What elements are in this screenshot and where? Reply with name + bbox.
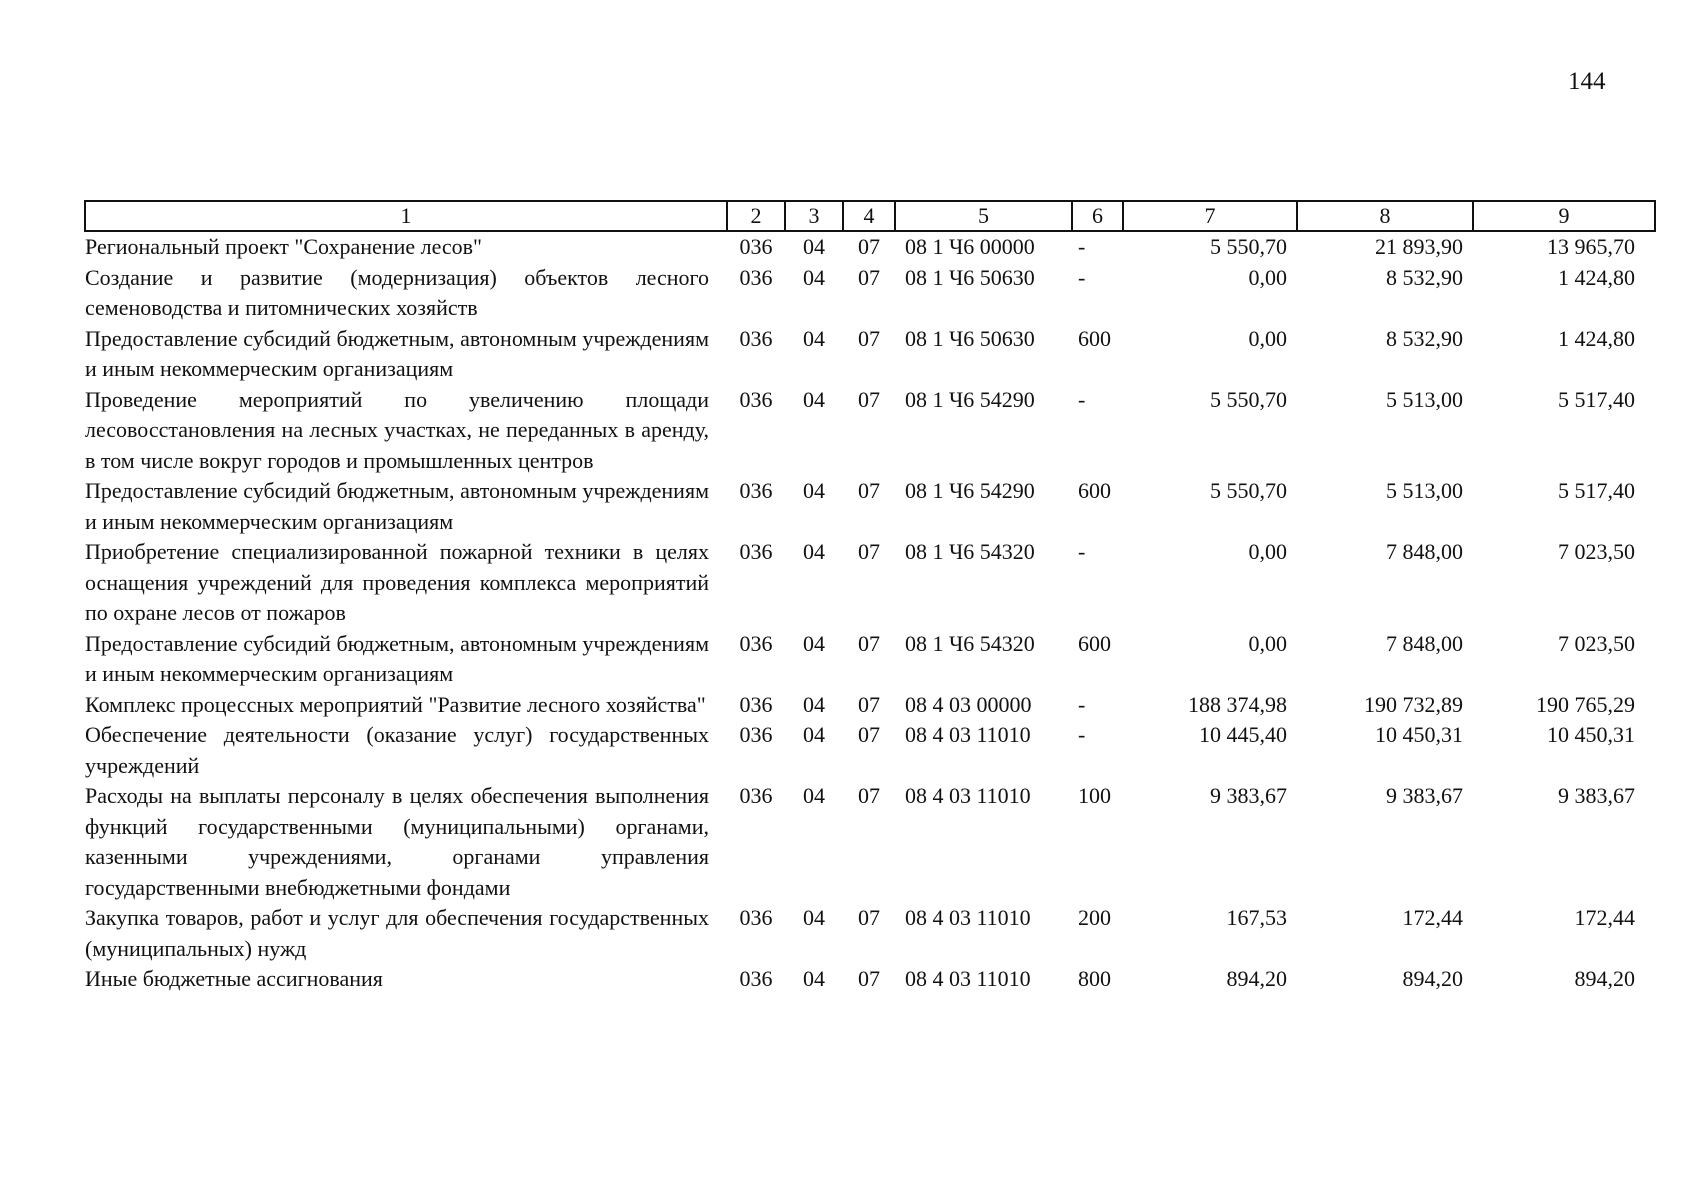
row-admin-code-cell: 036: [739, 478, 773, 503]
column-header-5: 5: [895, 201, 1072, 231]
row-name-cell: Проведение мероприятий по увеличению площади лесовосстановления на лесных участках, не переданных в аренду, в том числе вокруг городов и промышленных центров: [85, 386, 709, 473]
row-section-code-cell: 04: [803, 722, 825, 747]
row-value-col7-cell: 0,00: [1248, 630, 1287, 656]
row-admin-code-cell: 036: [739, 783, 773, 808]
column-header-1: 1: [85, 201, 727, 231]
row-value-col9-cell: 172,44: [1574, 905, 1635, 930]
row-value-col9-cell: 7 023,50: [1558, 539, 1635, 564]
table-header: [85, 201, 1655, 231]
row-section-code-cell: 04: [803, 478, 825, 503]
row-name-cell: Предоставление субсидий бюджетным, автономным учреждениям и иным некоммерческим организациям: [85, 478, 709, 534]
row-admin-code-cell: 036: [739, 966, 773, 991]
row-subsection-code-cell: 07: [858, 234, 880, 259]
row-admin-code-cell: 036: [739, 264, 773, 290]
row-target-article-cell: 08 1 Ч6 50630: [905, 264, 1035, 290]
table-row: [85, 537, 1655, 629]
table-row: [85, 964, 1655, 995]
table-row: [85, 263, 1655, 324]
row-name-cell: Предоставление субсидий бюджетным, автономным учреждениям и иным некоммерческим организациям: [85, 630, 709, 686]
column-header-9: 9: [1473, 201, 1655, 231]
row-value-col8-cell: 190 732,89: [1364, 691, 1463, 717]
row-value-col8-cell: 5 513,00: [1386, 386, 1463, 412]
row-expense-type-cell: -: [1078, 234, 1086, 259]
row-target-article-cell: 08 4 03 11010: [905, 783, 1031, 808]
row-value-col7-cell: 5 550,70: [1210, 386, 1287, 412]
row-value-col9-cell: 5 517,40: [1558, 478, 1635, 503]
row-value-col8-cell: 21 893,90: [1375, 234, 1463, 259]
row-target-article-cell: 08 1 Ч6 54320: [905, 539, 1035, 564]
row-value-col9-cell: 7 023,50: [1558, 630, 1635, 656]
header-row: [85, 201, 1655, 231]
row-value-col8-cell: 7 848,00: [1386, 630, 1463, 656]
row-admin-code-cell: 036: [739, 691, 773, 717]
row-target-article-cell: 08 4 03 11010: [905, 905, 1031, 930]
row-value-col9-cell: 9 383,67: [1558, 783, 1635, 808]
row-subsection-code-cell: 07: [858, 905, 880, 930]
row-value-col7-cell: 0,00: [1248, 264, 1287, 290]
row-section-code-cell: 04: [803, 264, 825, 290]
row-section-code-cell: 04: [803, 691, 825, 717]
row-name-cell: Закупка товаров, работ и услуг для обеспечения государственных (муниципальных) нужд: [85, 905, 709, 961]
row-value-col7-cell: 0,00: [1248, 325, 1287, 351]
table-body: [85, 231, 1655, 995]
row-value-col7-cell: 167,53: [1226, 905, 1287, 930]
row-value-col7-cell: 5 550,70: [1210, 234, 1287, 259]
row-section-code-cell: 04: [803, 539, 825, 564]
row-name-cell: Региональный проект "Сохранение лесов": [85, 234, 483, 259]
row-subsection-code-cell: 07: [858, 630, 880, 656]
row-name-cell: Предоставление субсидий бюджетным, автономным учреждениям и иным некоммерческим организациям: [85, 325, 709, 381]
column-header-2: 2: [727, 201, 785, 231]
row-subsection-code-cell: 07: [858, 325, 880, 351]
row-value-col9-cell: 1 424,80: [1558, 264, 1635, 290]
row-admin-code-cell: 036: [739, 325, 773, 351]
row-name-cell: Иные бюджетные ассигнования: [85, 966, 383, 991]
row-target-article-cell: 08 1 Ч6 54290: [905, 386, 1035, 412]
row-admin-code-cell: 036: [739, 539, 773, 564]
row-admin-code-cell: 036: [739, 905, 773, 930]
row-name-cell: Обеспечение деятельности (оказание услуг) государственных учреждений: [85, 722, 709, 778]
row-subsection-code-cell: 07: [858, 722, 880, 747]
row-value-col9-cell: 13 965,70: [1547, 234, 1635, 259]
row-target-article-cell: 08 4 03 11010: [905, 966, 1031, 991]
column-header-6: 6: [1072, 201, 1123, 231]
row-target-article-cell: 08 4 03 11010: [905, 722, 1031, 747]
table-row: [85, 324, 1655, 385]
row-section-code-cell: 04: [803, 234, 825, 259]
budget-table: [84, 200, 1656, 995]
row-target-article-cell: 08 1 Ч6 54320: [905, 630, 1035, 656]
row-subsection-code-cell: 07: [858, 783, 880, 808]
column-header-4: 4: [843, 201, 895, 231]
row-subsection-code-cell: 07: [858, 264, 880, 290]
row-admin-code-cell: 036: [739, 630, 773, 656]
row-admin-code-cell: 036: [739, 386, 773, 412]
row-value-col7-cell: 188 374,98: [1188, 691, 1287, 717]
row-name-cell: Создание и развитие (модернизация) объектов лесного семеноводства и питомнических хозяйств: [85, 264, 709, 320]
row-value-col8-cell: 8 532,90: [1386, 264, 1463, 290]
row-expense-type-cell: -: [1078, 386, 1086, 412]
row-subsection-code-cell: 07: [858, 539, 880, 564]
row-section-code-cell: 04: [803, 783, 825, 808]
table-row: [85, 476, 1655, 537]
row-value-col8-cell: 172,44: [1402, 905, 1463, 930]
row-subsection-code-cell: 07: [858, 691, 880, 717]
row-expense-type-cell: -: [1078, 539, 1086, 564]
row-expense-type-cell: 200: [1078, 905, 1111, 930]
row-admin-code-cell: 036: [739, 234, 773, 259]
row-target-article-cell: 08 1 Ч6 50630: [905, 325, 1035, 351]
row-name-cell: Комплекс процессных мероприятий "Развитие лесного хозяйства": [85, 691, 706, 717]
table-row: [85, 720, 1655, 781]
row-section-code-cell: 04: [803, 905, 825, 930]
row-value-col7-cell: 894,20: [1226, 966, 1287, 991]
column-header-7: 7: [1123, 201, 1297, 231]
table-row: [85, 781, 1655, 903]
row-value-col8-cell: 5 513,00: [1386, 478, 1463, 503]
row-section-code-cell: 04: [803, 630, 825, 656]
row-target-article-cell: 08 4 03 00000: [905, 691, 1032, 717]
row-value-col8-cell: 8 532,90: [1386, 325, 1463, 351]
row-target-article-cell: 08 1 Ч6 00000: [905, 234, 1035, 259]
row-expense-type-cell: -: [1078, 722, 1086, 747]
row-expense-type-cell: 800: [1078, 966, 1111, 991]
page-number: 144: [1568, 68, 1606, 95]
row-value-col7-cell: 9 383,67: [1210, 783, 1287, 808]
row-expense-type-cell: 600: [1078, 630, 1111, 656]
row-expense-type-cell: 100: [1078, 783, 1111, 808]
table-row: [85, 385, 1655, 477]
row-expense-type-cell: 600: [1078, 325, 1111, 351]
column-header-8: 8: [1297, 201, 1473, 231]
row-value-col9-cell: 5 517,40: [1558, 386, 1635, 412]
row-admin-code-cell: 036: [739, 722, 773, 747]
row-section-code-cell: 04: [803, 325, 825, 351]
row-value-col9-cell: 894,20: [1574, 966, 1635, 991]
row-section-code-cell: 04: [803, 386, 825, 412]
table-row: [85, 231, 1655, 263]
row-subsection-code-cell: 07: [858, 386, 880, 412]
row-target-article-cell: 08 1 Ч6 54290: [905, 478, 1035, 503]
row-value-col8-cell: 9 383,67: [1386, 783, 1463, 808]
table-row: [85, 690, 1655, 721]
row-value-col8-cell: 10 450,31: [1375, 722, 1463, 747]
row-value-col9-cell: 10 450,31: [1547, 722, 1635, 747]
row-subsection-code-cell: 07: [858, 478, 880, 503]
column-header-3: 3: [785, 201, 843, 231]
table-row: [85, 629, 1655, 690]
table-row: [85, 903, 1655, 964]
row-expense-type-cell: 600: [1078, 478, 1111, 503]
row-value-col7-cell: 0,00: [1248, 539, 1287, 564]
row-subsection-code-cell: 07: [858, 966, 880, 991]
row-value-col7-cell: 10 445,40: [1199, 722, 1287, 747]
row-section-code-cell: 04: [803, 966, 825, 991]
row-name-cell: Расходы на выплаты персоналу в целях обеспечения выполнения функций государственными (муниципальными) органами, казенными учреждениями, органами управления государственными внебюджетными фондами: [85, 783, 709, 900]
row-expense-type-cell: -: [1078, 691, 1086, 717]
row-value-col9-cell: 190 765,29: [1536, 691, 1635, 717]
row-name-cell: Приобретение специализированной пожарной техники в целях оснащения учреждений для проведения комплекса мероприятий по охране лесов от пожаров: [85, 539, 709, 625]
row-value-col7-cell: 5 550,70: [1210, 478, 1287, 503]
row-value-col9-cell: 1 424,80: [1558, 325, 1635, 351]
row-value-col8-cell: 7 848,00: [1386, 539, 1463, 564]
row-value-col8-cell: 894,20: [1402, 966, 1463, 991]
row-expense-type-cell: -: [1078, 264, 1086, 290]
